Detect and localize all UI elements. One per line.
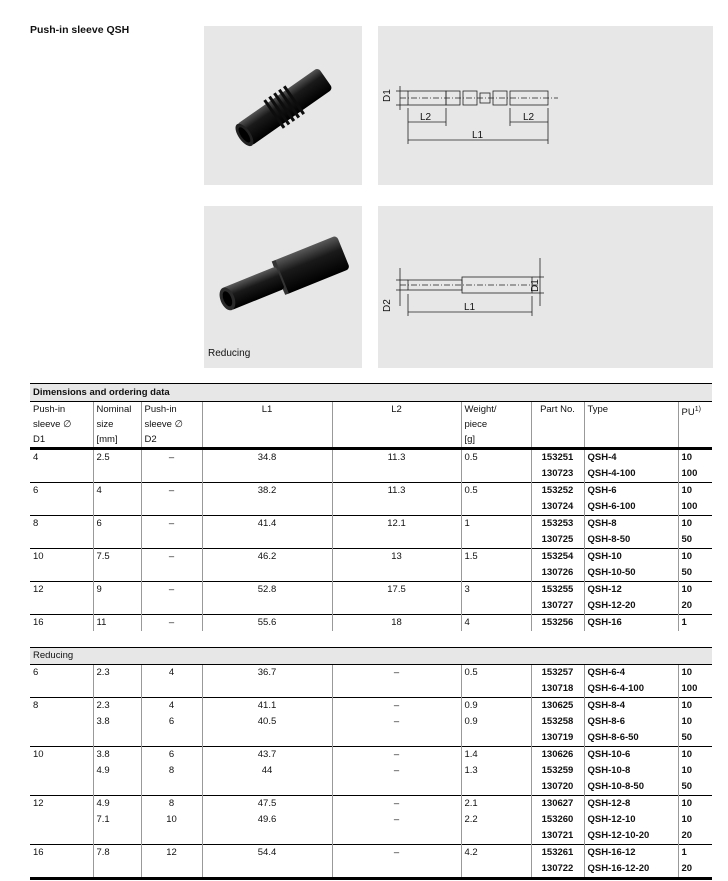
cell-nom: 2.5 (93, 449, 141, 467)
cell-nom (93, 466, 141, 483)
table-row (30, 861, 712, 879)
cell-w (461, 861, 531, 879)
cell-d1 (30, 681, 93, 698)
cell-pu: 10 (678, 747, 712, 764)
cell-nom: 2.3 (93, 665, 141, 682)
cell-d2 (141, 681, 202, 698)
table-row (30, 615, 712, 632)
cell-d1: 10 (30, 747, 93, 764)
cell-nom: 3.8 (93, 714, 141, 730)
cell-pu: 10 (678, 582, 712, 599)
cell-type: QSH-4 (584, 449, 678, 467)
product-photo-straight (204, 26, 362, 185)
cell-type: QSH-16 (584, 615, 678, 632)
cell-type: QSH-4-100 (584, 466, 678, 483)
cell-nom (93, 828, 141, 845)
table-row (30, 665, 712, 682)
technical-drawing-reducing (378, 206, 713, 368)
cell-l1: 43.7 (202, 747, 332, 764)
cell-l2 (332, 565, 461, 582)
cell-type: QSH-12-10 (584, 812, 678, 828)
cell-pn: 130726 (531, 565, 584, 582)
cell-d1 (30, 499, 93, 516)
cell-l1: 46.2 (202, 549, 332, 566)
cell-type: QSH-10 (584, 549, 678, 566)
cell-d1: 6 (30, 483, 93, 500)
cell-d2: – (141, 516, 202, 533)
cell-nom: 7.5 (93, 549, 141, 566)
cell-nom (93, 730, 141, 747)
cell-pu: 20 (678, 598, 712, 615)
cell-w: 0.9 (461, 714, 531, 730)
cell-l2 (332, 532, 461, 549)
cell-pn: 153260 (531, 812, 584, 828)
cell-l2: – (332, 796, 461, 813)
cell-l2 (332, 681, 461, 698)
cell-nom (93, 499, 141, 516)
table-row (30, 483, 712, 500)
cell-pu: 1 (678, 615, 712, 632)
cell-l1 (202, 779, 332, 796)
cell-l2 (332, 779, 461, 796)
cell-w: 0.5 (461, 449, 531, 467)
cell-l2: 11.3 (332, 483, 461, 500)
cell-w (461, 681, 531, 698)
cell-d2: 6 (141, 747, 202, 764)
l1-label-reducing: L1 (464, 302, 476, 313)
cell-l2: – (332, 812, 461, 828)
cell-d2 (141, 598, 202, 615)
cell-d1 (30, 779, 93, 796)
cell-l1 (202, 861, 332, 879)
cell-nom: 7.8 (93, 845, 141, 862)
cell-w: 2.1 (461, 796, 531, 813)
cell-nom: 6 (93, 516, 141, 533)
cell-l1: 49.6 (202, 812, 332, 828)
table-row (30, 598, 712, 615)
cell-d2 (141, 532, 202, 549)
cell-l2: 17.5 (332, 582, 461, 599)
table-row (30, 549, 712, 566)
cell-l2: – (332, 714, 461, 730)
cell-pu: 10 (678, 763, 712, 779)
cell-pu: 100 (678, 681, 712, 698)
table-row (30, 516, 712, 533)
cell-d1 (30, 532, 93, 549)
cell-l2: 11.3 (332, 449, 461, 467)
cell-l2: – (332, 698, 461, 715)
cell-type: QSH-10-8 (584, 763, 678, 779)
cell-l1: 41.1 (202, 698, 332, 715)
cell-pu: 10 (678, 812, 712, 828)
cell-d2 (141, 779, 202, 796)
cell-d2: 6 (141, 714, 202, 730)
cell-pu: 50 (678, 532, 712, 549)
cell-l2: 12.1 (332, 516, 461, 533)
cell-l1 (202, 466, 332, 483)
cell-d1 (30, 466, 93, 483)
cell-w: 1.4 (461, 747, 531, 764)
cell-d2: 8 (141, 796, 202, 813)
cell-l2 (332, 466, 461, 483)
reducing-section-label: Reducing (30, 648, 712, 665)
cell-pu: 50 (678, 565, 712, 582)
table-row (30, 845, 712, 862)
cell-pu: 10 (678, 516, 712, 533)
cell-nom (93, 598, 141, 615)
cell-type: QSH-16-12-20 (584, 861, 678, 879)
cell-nom (93, 681, 141, 698)
cell-nom: 4 (93, 483, 141, 500)
d2-label: D2 (382, 299, 393, 312)
cell-pn: 153258 (531, 714, 584, 730)
cell-nom: 2.3 (93, 698, 141, 715)
d1-label-reducing: D1 (530, 279, 541, 292)
cell-nom (93, 779, 141, 796)
table-row (30, 582, 712, 599)
cell-l2: 18 (332, 615, 461, 632)
cell-pu: 50 (678, 730, 712, 747)
cell-l2: – (332, 747, 461, 764)
cell-w (461, 598, 531, 615)
cell-pn: 130720 (531, 779, 584, 796)
cell-w (461, 466, 531, 483)
cell-pn: 153252 (531, 483, 584, 500)
cell-d1: 6 (30, 665, 93, 682)
cell-type: QSH-6-100 (584, 499, 678, 516)
cell-d1 (30, 714, 93, 730)
l2-right-label: L2 (523, 112, 535, 123)
cell-d1: 12 (30, 796, 93, 813)
cell-l2: – (332, 763, 461, 779)
cell-d1 (30, 812, 93, 828)
table-row (30, 565, 712, 582)
cell-pu: 20 (678, 828, 712, 845)
cell-l1: 54.4 (202, 845, 332, 862)
cell-pn: 130727 (531, 598, 584, 615)
cell-type: QSH-12-20 (584, 598, 678, 615)
cell-w: 2.2 (461, 812, 531, 828)
table-row (30, 499, 712, 516)
cell-d1 (30, 565, 93, 582)
cell-pn: 130625 (531, 698, 584, 715)
reducing-caption: Reducing (208, 348, 251, 359)
cell-pu: 50 (678, 779, 712, 796)
cell-l1: 52.8 (202, 582, 332, 599)
cell-l1 (202, 598, 332, 615)
cell-type: QSH-10-50 (584, 565, 678, 582)
cell-w (461, 730, 531, 747)
cell-d1 (30, 861, 93, 879)
cell-d1 (30, 730, 93, 747)
cell-pn: 130722 (531, 861, 584, 879)
cell-type: QSH-8-6 (584, 714, 678, 730)
col-header-l1: L1 (202, 402, 332, 449)
cell-type: QSH-10-8-50 (584, 779, 678, 796)
cell-d2 (141, 499, 202, 516)
cell-w (461, 828, 531, 845)
cell-w: 4.2 (461, 845, 531, 862)
cell-l1: 34.8 (202, 449, 332, 467)
cell-type: QSH-6-4-100 (584, 681, 678, 698)
cell-type: QSH-8 (584, 516, 678, 533)
cell-nom: 4.9 (93, 763, 141, 779)
col-header-type: Type (584, 402, 678, 449)
cell-w: 1 (461, 516, 531, 533)
cell-l1 (202, 565, 332, 582)
cell-pn: 130723 (531, 466, 584, 483)
cell-pn: 130626 (531, 747, 584, 764)
cell-l1 (202, 828, 332, 845)
cell-d2 (141, 828, 202, 845)
table-row (30, 698, 712, 715)
cell-d2 (141, 730, 202, 747)
cell-pn: 153261 (531, 845, 584, 862)
cell-pn: 153253 (531, 516, 584, 533)
cell-d2: 4 (141, 665, 202, 682)
cell-pn: 130718 (531, 681, 584, 698)
cell-l1 (202, 532, 332, 549)
table-row (30, 747, 712, 764)
table-row (30, 812, 712, 828)
cell-nom: 3.8 (93, 747, 141, 764)
cell-type: QSH-8-4 (584, 698, 678, 715)
cell-type: QSH-12-10-20 (584, 828, 678, 845)
cell-pu: 1 (678, 845, 712, 862)
cell-nom: 4.9 (93, 796, 141, 813)
cell-pn: 130725 (531, 532, 584, 549)
table-row (30, 779, 712, 796)
cell-pu: 20 (678, 861, 712, 879)
col-header-weight: Weight/ piece [g] (461, 402, 531, 449)
cell-w: 0.5 (461, 665, 531, 682)
table-row (30, 532, 712, 549)
cell-w (461, 532, 531, 549)
cell-pu: 100 (678, 499, 712, 516)
cell-pn: 153256 (531, 615, 584, 632)
cell-nom: 11 (93, 615, 141, 632)
cell-d1: 8 (30, 698, 93, 715)
cell-type: QSH-12-8 (584, 796, 678, 813)
table-row (30, 730, 712, 747)
cell-l2 (332, 499, 461, 516)
cell-pu: 10 (678, 714, 712, 730)
cell-pn: 153259 (531, 763, 584, 779)
col-header-l2: L2 (332, 402, 461, 449)
cell-d1: 16 (30, 845, 93, 862)
cell-w: 1.5 (461, 549, 531, 566)
table-row (30, 796, 712, 813)
cell-pn: 153254 (531, 549, 584, 566)
cell-pu: 100 (678, 466, 712, 483)
cell-pu: 10 (678, 796, 712, 813)
cell-nom: 7.1 (93, 812, 141, 828)
cell-w: 0.5 (461, 483, 531, 500)
cell-type: QSH-10-6 (584, 747, 678, 764)
cell-type: QSH-8-6-50 (584, 730, 678, 747)
cell-nom (93, 861, 141, 879)
l2-left-label: L2 (420, 112, 432, 123)
cell-d2: – (141, 449, 202, 467)
cell-w (461, 565, 531, 582)
cell-w: 0.9 (461, 698, 531, 715)
cell-type: QSH-12 (584, 582, 678, 599)
page-title: Push-in sleeve QSH (30, 24, 130, 36)
cell-pn: 130724 (531, 499, 584, 516)
cell-nom: 9 (93, 582, 141, 599)
cell-pn: 153257 (531, 665, 584, 682)
cell-d2: 4 (141, 698, 202, 715)
col-header-nominal: Nominal size [mm] (93, 402, 141, 449)
cell-type: QSH-6-4 (584, 665, 678, 682)
ordering-table (30, 383, 712, 880)
cell-l2: 13 (332, 549, 461, 566)
cell-pu: 10 (678, 698, 712, 715)
cell-l1: 55.6 (202, 615, 332, 632)
cell-d1: 12 (30, 582, 93, 599)
col-header-pu: PU$^{1)}$ (678, 402, 712, 449)
table-row (30, 828, 712, 845)
cell-pn: 153255 (531, 582, 584, 599)
cell-w: 1.3 (461, 763, 531, 779)
cell-l2: – (332, 845, 461, 862)
cell-l2 (332, 598, 461, 615)
col-header-d2: Push-in sleeve ∅ D2 (141, 402, 202, 449)
cell-l2: – (332, 665, 461, 682)
cell-l1: 36.7 (202, 665, 332, 682)
cell-d1: 16 (30, 615, 93, 632)
table-caption: Dimensions and ordering data (30, 384, 712, 402)
cell-w (461, 779, 531, 796)
cell-d1 (30, 828, 93, 845)
cell-pu: 10 (678, 449, 712, 467)
cell-pn: 153251 (531, 449, 584, 467)
cell-d2 (141, 565, 202, 582)
cell-nom (93, 532, 141, 549)
cell-l1 (202, 499, 332, 516)
cell-d2: 8 (141, 763, 202, 779)
cell-pn: 130721 (531, 828, 584, 845)
cell-d2 (141, 861, 202, 879)
cell-l1: 38.2 (202, 483, 332, 500)
product-photo-reducing (204, 206, 362, 368)
cell-nom (93, 565, 141, 582)
cell-d2: 12 (141, 845, 202, 862)
cell-l1: 44 (202, 763, 332, 779)
cell-type: QSH-16-12 (584, 845, 678, 862)
cell-l2 (332, 861, 461, 879)
cell-d1: 4 (30, 449, 93, 467)
cell-l2 (332, 828, 461, 845)
cell-l1: 47.5 (202, 796, 332, 813)
technical-drawing-straight (378, 26, 713, 185)
table-row (30, 466, 712, 483)
cell-d2: 10 (141, 812, 202, 828)
l1-label: L1 (472, 130, 484, 141)
cell-pn: 130627 (531, 796, 584, 813)
cell-l2 (332, 730, 461, 747)
cell-l1: 41.4 (202, 516, 332, 533)
cell-pu: 10 (678, 665, 712, 682)
cell-l1: 40.5 (202, 714, 332, 730)
d1-label: D1 (382, 89, 393, 102)
cell-w (461, 499, 531, 516)
cell-l1 (202, 681, 332, 698)
cell-d1 (30, 763, 93, 779)
table-row (30, 681, 712, 698)
cell-w: 3 (461, 582, 531, 599)
table-row (30, 763, 712, 779)
cell-d1: 8 (30, 516, 93, 533)
table-row (30, 714, 712, 730)
cell-type: QSH-8-50 (584, 532, 678, 549)
cell-w: 4 (461, 615, 531, 632)
cell-pu: 10 (678, 483, 712, 500)
col-header-part: Part No. (531, 402, 584, 449)
cell-d2: – (141, 483, 202, 500)
cell-type: QSH-6 (584, 483, 678, 500)
table-row (30, 449, 712, 467)
cell-d2: – (141, 615, 202, 632)
cell-pn: 130719 (531, 730, 584, 747)
col-header-d1: Push-in sleeve ∅ D1 (33, 404, 72, 445)
cell-d1 (30, 598, 93, 615)
cell-d2: – (141, 549, 202, 566)
cell-d2 (141, 466, 202, 483)
cell-l1 (202, 730, 332, 747)
cell-d2: – (141, 582, 202, 599)
cell-d1: 10 (30, 549, 93, 566)
cell-pu: 10 (678, 549, 712, 566)
